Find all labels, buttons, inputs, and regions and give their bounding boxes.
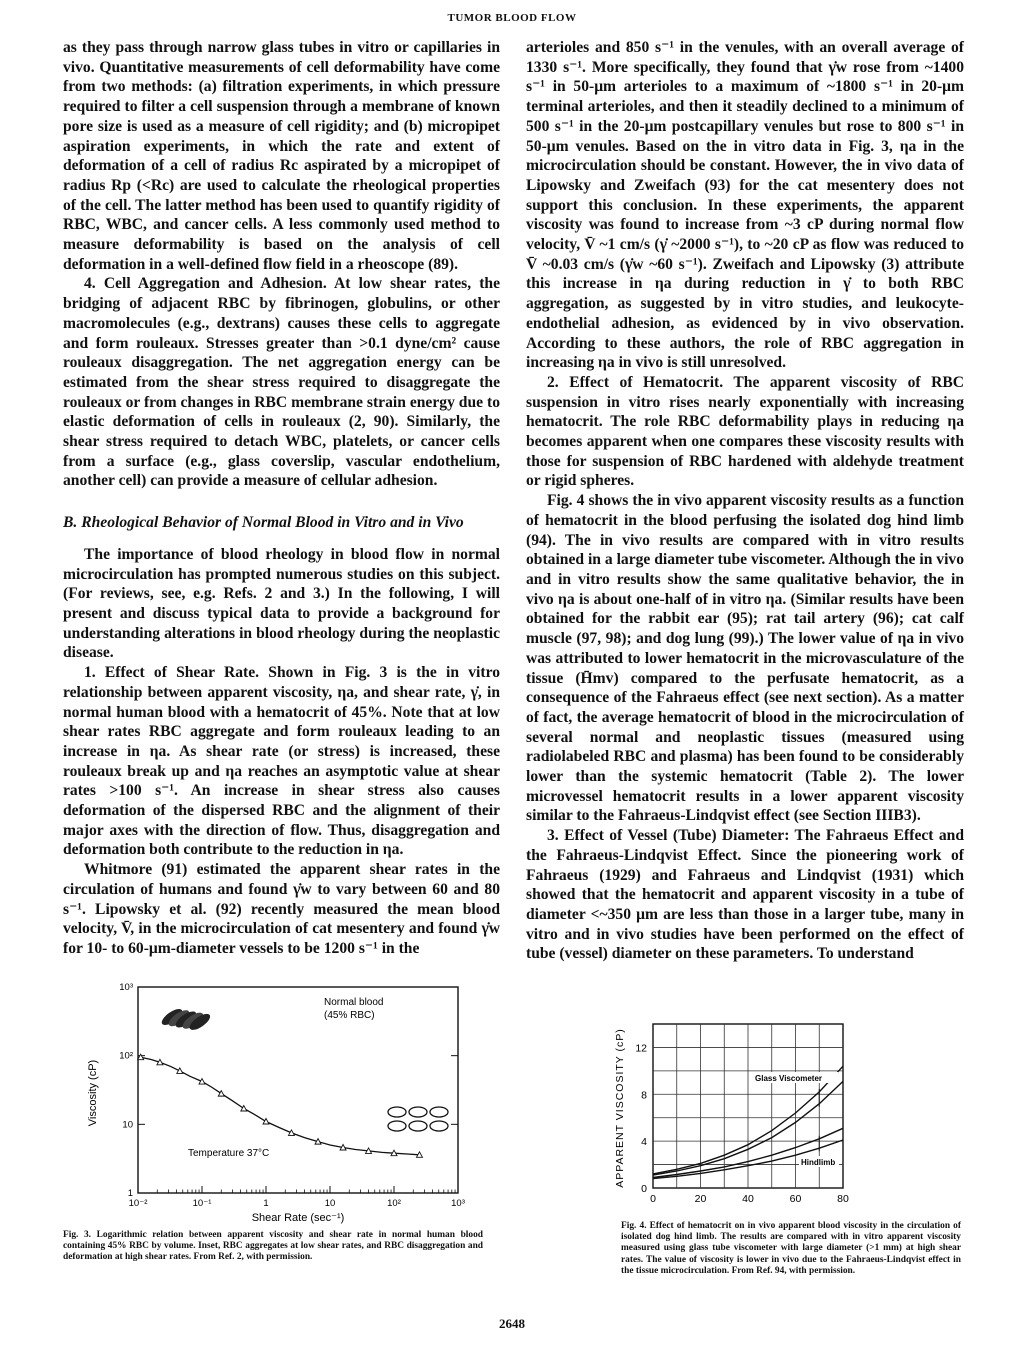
- glass-viscometer-label: Glass Viscometer: [755, 1074, 823, 1083]
- paragraph: arterioles and 850 s⁻¹ in the venules, with an overall average of 1330 s⁻¹. More specifically, they found that γ̇w rose from ~1400 s⁻¹ in 50-μm arterioles to a maximum of ~1800 s⁻¹ in 20-μm terminal arterioles, and then it steadily declined to a minimum of 500 s⁻¹ in the 20-μm postcapillary venules but rose to 800 s⁻¹ in 50-μm venules. Based on the in vitro data in Fig. 3, ηa in the microcirculation should be constant. However, the in vivo data of Lipowsky and Zweifach (93) for the cat mesentery does not support this conclusion. In these experiments, the apparent viscosity was found to increase from ~3 cP during normal flow velocity, V̄ ~1 cm/s (γ̇ ~2000 s⁻¹), to ~20 cP as flow was reduced to V̄ ~0.03 cm/s (γ̇w ~60 s⁻¹). Zweifach and Lipowsky (3) attribute this increase in ηa during reduction in γ̇ to both RBC aggregation, as suggested by in vitro studies, and leukocyte-endothelial adhesion, as evidenced by in vivo observation. According to these authors, the role of RBC aggregation in increasing ηa in vivo is still unresolved.: [526, 39, 964, 372]
- y-tick-label: 1: [127, 1188, 133, 1199]
- x-tick-label: 10³: [451, 1198, 465, 1209]
- page-number: 2648: [499, 1316, 525, 1331]
- paragraph: Fig. 4 shows the in vivo apparent viscosity results as a function of hematocrit in the blood perfusing the isolated dog hind limb (94). The in vivo results are compared with in vitro results obtained in a large diameter tube viscometer. Although the in vivo and in vitro results show the same qualitative behavior, the in vivo ηa is about one-half of in vitro ηa. (Similar results have been obtained for the rabbit ear (95); rat tail artery (96); cat calf muscle (97, 98); and dog lung (99).) The lower value of ηa in vivo was attributed to lower hematocrit in the microvasculature of the tissue (H̄mv) compared to the perfusate hematocrit, as a consequence of the Fahraeus effect (see next section). As a matter of fact, the average hematocrit of blood in the microcirculation of several normal and neoplastic tissues (measured using radiolabeled RBC and plasma) has been found to be considerably lower than the systemic hematocrit (Table 2). The lower microvessel hematocrit results in a lower apparent viscosity similar to the Fahraeus-Lindqvist effect (see Section IIIB3).: [526, 492, 964, 825]
- rbc-dispersed-icon: [388, 1107, 448, 1131]
- x-axis-label: Shear Rate (sec⁻¹): [251, 1212, 345, 1224]
- x-tick-label: 10⁻²: [128, 1198, 148, 1209]
- x-tick-label: 40: [742, 1193, 754, 1205]
- paragraph-text: Shown in Fig. 3 is the in vitro relationship between apparent viscosity, ηa, and shear rate, γ̇, in normal human blood with a hematocrit of 45%. Note that at low shear rates RBC aggregate and form rouleaux leading to an increase in ηa. As shear rate (or stress) is increased, these rouleaux break up and ηa reaches an asymptotic value at shear rates >100 s⁻¹. An increase in shear stress also causes deformation of the dispersed RBC and the alignment of their major axes with the direction of flow. Thus, disaggregation and deformation both contribute to the reduction in ηa.: [63, 664, 501, 859]
- y-tick-label: 12: [635, 1042, 647, 1055]
- hindlimb-label: Hindlimb: [801, 1158, 836, 1167]
- paragraph: [526, 826, 964, 964]
- y-tick-label: 8: [641, 1089, 647, 1102]
- inset-label-line2: (45% RBC): [324, 1010, 375, 1021]
- paragraph-heading: 2. Effect of Hematocrit.: [547, 373, 724, 391]
- x-tick-label: 20: [694, 1193, 707, 1205]
- y-tick-label: 10²: [119, 1050, 133, 1062]
- x-tick-label: 60: [789, 1193, 802, 1205]
- data-point: [263, 1118, 269, 1124]
- paragraph-text: Since the pioneering work of Fahraeus (1929) and Fahraeus and Lindqvist (1931) which showed that the hematocrit and apparent viscosity in a tube of diameter <~350 μm are less than those in a larger tube, many in vitro and in vivo studies have been performed on the effect of tube (vessel) diameter on these parameters. To understand: [526, 846, 964, 963]
- inset-label-line1: Normal blood: [324, 997, 384, 1008]
- left-column: [63, 38, 500, 959]
- paragraph: as they pass through narrow glass tubes in vitro or capillaries in vivo. Quantitative measurements of cell deformability have come from two methods: (a) filtration experiments, in which pressure required to filter a cell suspension through a membrane of known pore size is used as a measure of cell rigidity; and (b) micropipet aspiration experiments, in which the rate and extent of deformation of a cell of radius Rc aspirated by a micropipet of radius Rp (<Rc) are used to calculate the rheological properties of the cell. The latter method has been used to quantify rigidity of RBC, WBC, and cancer cells. A less commonly used method to measure deformability is based on the analysis of cell deformation in a well-defined flow field in a rheoscope (89).: [63, 39, 500, 273]
- paragraph-heading: 4. Cell Aggregation and Adhesion.: [84, 275, 327, 293]
- y-tick-label: 4: [641, 1136, 647, 1149]
- figure-3-chart: [80, 975, 480, 1225]
- x-tick-label: 10: [324, 1198, 336, 1209]
- right-column: [526, 38, 964, 964]
- rbc-aggregate-icon: [159, 995, 212, 1045]
- paragraph-text: At low shear rates, the bridging of adjacent RBC by fibrinogen, globulins, or other macromolecules (e.g., dextrans) causes these cells to aggregate and form rouleaux. Stresses greater than >0.1 dyne/cm² cause rouleaux disaggregation. The net aggregation energy can be estimated from the shear stress required to disaggregate the rouleaux or from changes in RBC membrane strain energy due to elastic deformation of cells in rouleaux (2, 90). Similarly, the shear stress required to detach WBC, platelets, or cancer cells from a surface (e.g., glass coverslip, vascular endothelium, another cell) can provide a measure of cellular adhesion.: [63, 275, 500, 490]
- figure-3: [80, 975, 480, 1225]
- figure-4: [605, 1008, 885, 1208]
- paragraph-text: The apparent viscosity of RBC suspension in vitro rises nearly exponentially with increasing hematocrit. The role RBC deformability plays in reducing ηa becomes apparent when one compares these viscosity results with those for suspension of RBC hardened with aldehyde treatment or rigid spheres.: [526, 373, 964, 490]
- paragraph: [63, 663, 500, 860]
- x-tick-label: 80: [837, 1193, 849, 1205]
- paragraph: Whitmore (91) estimated the apparent shear rates in the circulation of humans and found γ̇w to vary between 60 and 80 s⁻¹. Lipowsky et al. (92) recently measured the mean blood velocity, V̄, in the microcirculation of cat mesentery and found γ̇w for 10- to 60-μm-diameter vessels to be 1200 s⁻¹ in the: [63, 861, 500, 957]
- x-tick-label: 0: [650, 1193, 656, 1205]
- y-axis-label: APPARENT VISCOSITY (cP): [614, 1028, 626, 1188]
- paragraph-heading: 3. Effect of Vessel (Tube) Diameter: The Fahraeus Effect and the Fahraeus-Lindqvist Effect.: [526, 827, 964, 864]
- y-tick-label: 10: [122, 1119, 133, 1131]
- paragraph-heading: 1. Effect of Shear Rate.: [84, 664, 260, 682]
- x-tick-label: 1: [263, 1198, 269, 1209]
- temperature-label: Temperature 37°C: [188, 1148, 270, 1159]
- y-tick-label: 0: [641, 1183, 647, 1195]
- running-head: TUMOR BLOOD FLOW: [447, 12, 577, 24]
- paragraph: [526, 373, 964, 491]
- paragraph: The importance of blood rheology in blood flow in normal microcirculation has prompted numerous studies on this subject. (For reviews, see, e.g. Refs. 2 and 3.) In the following, I will present and discuss typical data to provide a background for understanding alterations in blood rheology during the neoplastic disease.: [63, 545, 500, 662]
- figure-4-chart: [605, 1008, 885, 1208]
- x-tick-label: 10⁻¹: [192, 1198, 212, 1209]
- x-tick-label: 10²: [387, 1198, 401, 1209]
- paragraph: [63, 274, 500, 491]
- section-heading: B. Rheological Behavior of Normal Blood in Vitro and in Vivo: [63, 514, 464, 532]
- data-point: [177, 1068, 183, 1074]
- figure-4-caption: Fig. 4. Effect of hematocrit on in vivo apparent blood viscosity in the circulation of isolated dog hind limb. The results are compared with in vitro apparent viscosity measured using glass tube viscometer with large diameter (>1 mm) at high shear rates. The value of viscosity is lower in vivo due to the Fahraeus-Lindqvist effect in the tissue microcirculation. From Ref. 94, with permission.: [621, 1221, 961, 1276]
- y-tick-label: 10³: [119, 982, 133, 993]
- figure-3-caption: Fig. 3. Logarithmic relation between apparent viscosity and shear rate in normal human blood containing 45% RBC by volume. Inset, RBC aggregates at low shear rates, and RBC disaggregation and deformation at high shear rates. From Ref. 2, with permission.: [63, 1230, 483, 1263]
- y-axis-label: Viscosity (cP): [87, 1059, 99, 1127]
